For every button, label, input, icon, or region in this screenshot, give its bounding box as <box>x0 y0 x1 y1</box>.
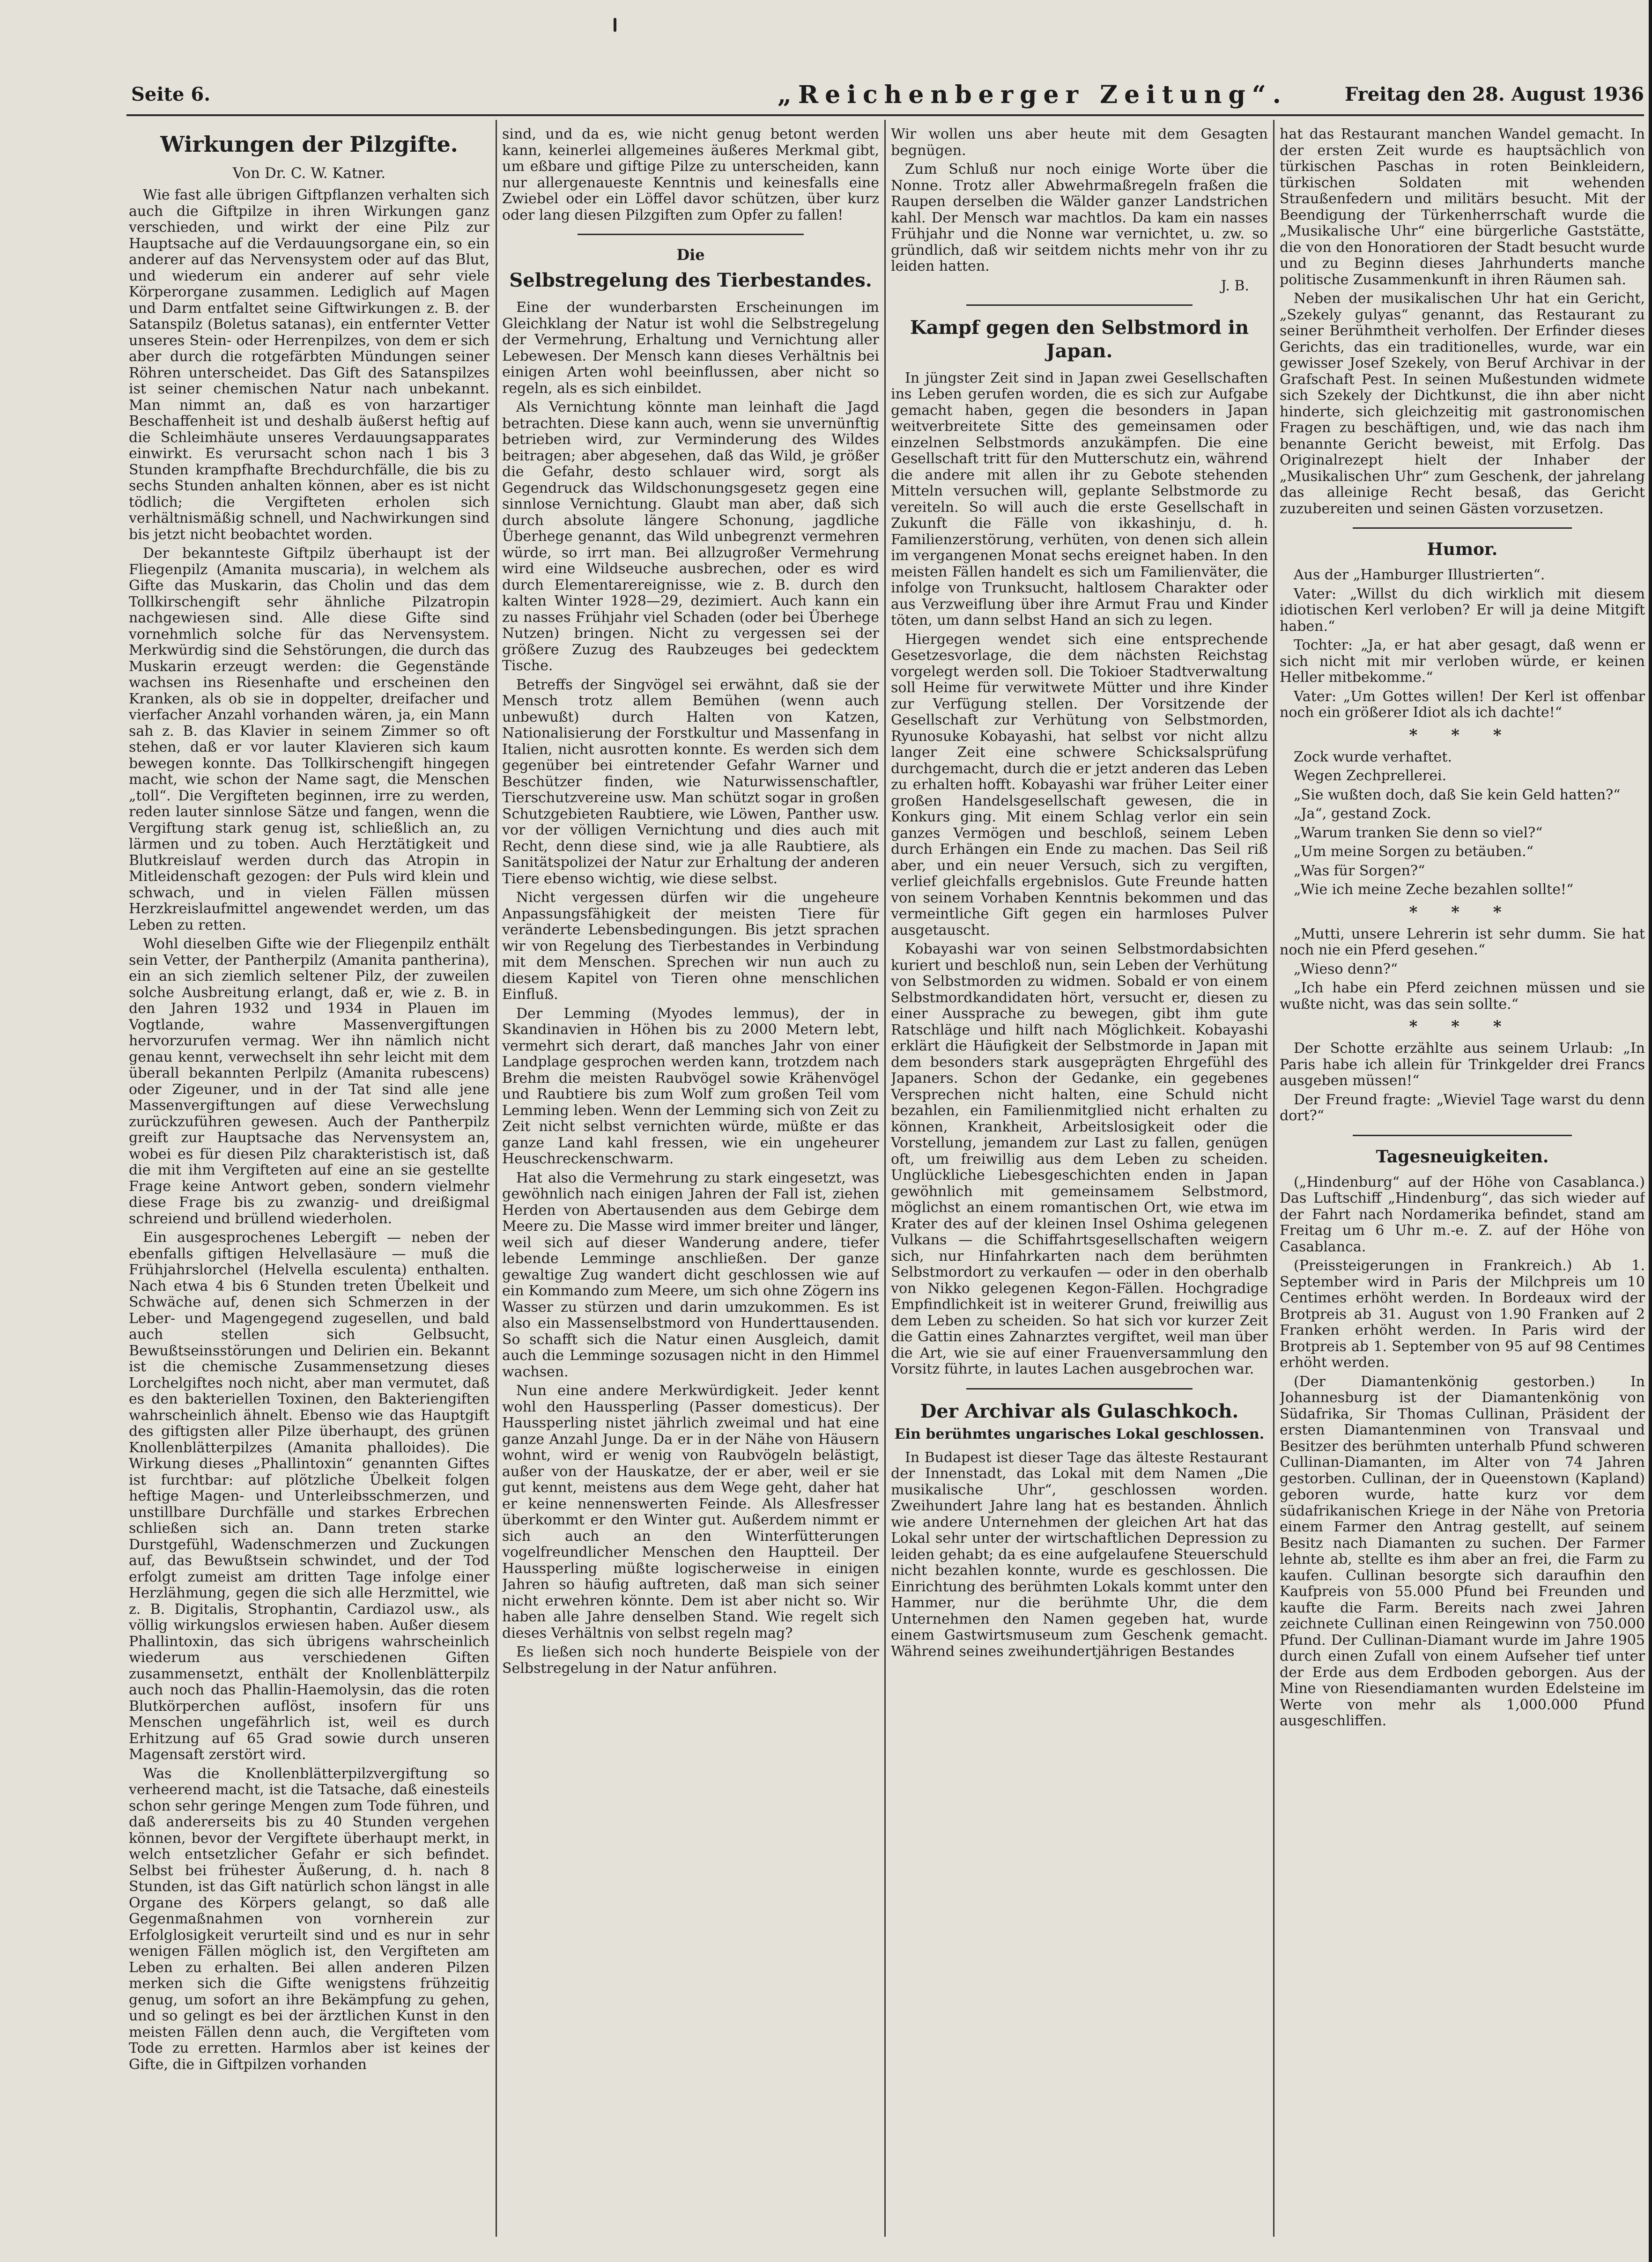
issue-date: Freitag den 28. August 1936 <box>1344 83 1644 105</box>
article-paragraph: Zum Schluß nur noch einige Worte über die Nonne. Trotz aller Abwehrmaßregeln fraßen die Raupen derselben die Wälder ganzer Landstrichen kahl. Der Mensch war machtlos. Da kam ein nasses Frühjahr und die Nonne war vernichtet, u. zw. so gründlich, daß wir seitdem nichts mehr von ihr zu leiden hatten. <box>891 161 1268 274</box>
humor-line: „Mutti, unsere Lehrerin ist sehr dumm. Sie hat noch nie ein Pferd gesehen.“ <box>1280 925 1645 958</box>
article-title: Wirkungen der Pilzgifte. <box>160 132 458 157</box>
humor-line: Vater: „Willst du dich wirklich mit diesem idiotischen Kerl verloben? Er will ja deine Mitgift haben.“ <box>1280 585 1645 635</box>
article-continuation: Wir wollen uns aber heute mit dem Gesagten begnügen. <box>891 126 1268 159</box>
humor-line: „Wieso denn?“ <box>1294 961 1398 977</box>
article-paragraph: Es ließen sich noch hunderte Beispiele von der Selbstregelung in der Natur anführen. <box>502 1644 879 1677</box>
article-paragraph: Ein ausgesprochenes Lebergift — neben der ebenfalls giftigen Helvellasäure — muß die Frühjahrslorchel (Helvella esculenta) enthalten. Nach etwa 4 bis 6 Stunden treten Übelkeit und Schwäche auf, denen sich Schmerzen in der Leber- und Magengegend zugesellen, und bald auch stellen sich Gelbsucht, Bewußtseinsstörungen und Delirien ein. Bekannt ist die chemische Zusammensetzung dieses Lorchelgiftes noch nicht, aber man vermutet, daß es den bakteriellen Toxinen, den Bakteriengiften wahrscheinlich ähnelt. Ebenso wie das Hauptgift des giftigsten aller Pilze überhaupt, des grünen Knollenblätterpilzes (Amanita phalloides). Die Wirkung dieses „Phallintoxin“ genannten Giftes ist furchtbar: auf plötzliche Übelkeit folgen heftige Magen- und Unterleibsschmerzen, und unstillbare Durchfälle und starkes Erbrechen schließen sich an. Dann treten starke Durstgefühl, Wadenschmerzen und Zuckungen auf, das Bewußtsein schwindet, und der Tod erfolgt zumeist am dritten Tage infolge einer Herzlähmung, gegen die sich alle Herzmittel, wie z. B. Digitalis, Strophantin, Cardiazol usw., als völlig wirkungslos erwiesen haben. Außer diesem Phallintoxin, das sich übrigens wahrscheinlich wiederum aus verschiedenen Giften zusammensetzt, enthält der Knollenblätterpilz auch noch das Phallin-Haemolysin, das die roten Blutkörperchen auflöst, insofern für uns Menschen ungefährlich ist, weil es durch Erhitzung auf 65 Grad sowie durch unseren Magensaft zerstört wird. <box>129 1229 489 1763</box>
article-paragraph: In Budapest ist dieser Tage das älteste Restaurant der Innenstadt, das Lokal mit dem Namen „Die musikalische Uhr“, geschlossen worden. Zweihundert Jahre lang hat es bestanden. Ähnlich wie andere Unternehmen der gleichen Art hat das Lokal sehr unter der wirtschaftlichen Depression zu leiden gehabt; da es eine aufgelaufene Steuerschuld nicht bezahlen konnte, wurde es geschlossen. Die Einrichtung des berühmten Lokals kommt unter den Hammer, nur die berühmte Uhr, die dem Unternehmen den Namen gegeben hat, wurde einem Gastwirtsmuseum zum Geschenk gemacht. Während seines zweihundertjährigen Bestandes <box>891 1449 1268 1660</box>
article-paragraph: Hat also die Vermehrung zu stark eingesetzt, was gewöhnlich nach einigen Jahren der Fall ist, ziehen Herden von Abertausenden aus dem Gebirge dem Meere zu. Die Masse wird immer breiter und länger, weil sich auf dieser Wanderung andere, tiefer lebende Lemminge anschließen. Der ganze gewaltige Zug wandert dicht geschlossen wie auf ein Kommando zum Meere, um sich ohne Zögern ins Wasser zu stürzen und darin umzukommen. Es ist also ein Massenselbstmord von Hunderttausenden. So schafft sich die Natur einen Ausgleich, damit auch die Lemminge sozusagen nicht in den Himmel wachsen. <box>502 1169 879 1380</box>
article-subtitle: Ein berühmtes ungarisches Lokal geschlossen. <box>894 1426 1265 1442</box>
news-item: („Hindenburg“ auf der Höhe von Casablanca.) Das Luftschiff „Hindenburg“, das sich wieder auf der Fahrt nach Nordamerika befindet, stand am Freitag um 6 Uhr m.-e. Z. auf der Höhe von Casablanca. <box>1280 1174 1645 1255</box>
article-continuation: sind, und da es, wie nicht genug betont werden kann, keinerlei allgemeines äußeres Merkmal gibt, um eßbare und giftige Pilze zu unterscheiden, kann nur allergenaueste Kenntnis und keinesfalls eine Zwiebel oder ein Löffel davor schützen, über kurz oder lang diesen Pilzgiften zum Opfer zu fallen! <box>502 126 879 223</box>
humor-line: Tochter: „Ja, er hat aber gesagt, daß wenn er sich nicht mit mir verloben würde, er keinen Heller mitbekomme.“ <box>1280 637 1645 686</box>
article-paragraph: Nicht vergessen dürfen wir die ungeheure Anpassungsfähigkeit der meisten Tiere für veränderte Lebensbedingungen. Bis jetzt sprachen wir von Regelung des Tierbestandes in Verbindung mit dem Menschen. Sprechen wir nun auch zu diesem Kapitel von Tieren ohne menschlichen Einfluß. <box>502 889 879 1003</box>
news-item: (Der Diamantenkönig gestorben.) In Johannesburg ist der Diamantenkönig von Südafrika, Sir Thomas Cullinan, Präsident der ersten Diamantenminen von Transvaal und Besitzer des berühmten unterhalb Pfund schweren Cullinan-Diamanten, im Alter von 74 Jahren gestorben. Cullinan, der in Queenstown (Kapland) geboren wurde, hatte kurz vor dem südafrikanischen Kriege in der Nähe von Pretoria einem Farmer den Antrag gestellt, auf seinem Besitz nach Diamanten zu suchen. Der Farmer lehnte ab, stellte es ihm aber an frei, die Farm zu kaufen. Cullinan besorgte sich daraufhin den Kaufpreis von 55.000 Pfund bei Freunden und kaufte die Farm. Bereits nach zwei Jahren zeichnete Cullinan einen Reingewinn von 750.000 Pfund. Der Cullinan-Diamant wurde im Jahre 1905 durch einen Zufall von einem Aufseher tief unter der Erde aus dem Erdboden geborgen. Aus der Mine von Riesendiamanten wurden Edelsteine im Werte von mehr als 1,000.000 Pfund ausgeschliffen. <box>1280 1373 1645 1729</box>
margin-mark <box>614 18 616 32</box>
humor-line: „Warum tranken Sie denn so viel?“ <box>1294 824 1543 841</box>
article-paragraph: Wie fast alle übrigen Giftpflanzen verhalten sich auch die Giftpilze in ihren Wirkungen ganz verschieden, und wirkt der eine Pilz zur Hauptsache auf die Verdauungsorgane ein, so ein anderer auf das Nervensystem oder auf das Blut, und wiederum ein anderer auf sehr viele Körperorgane zusammen. Lediglich auf Magen und Darm entfaltet seine Giftwirkungen z. B. der Satanspilz (Boletus satanas), ein entfernter Vetter unseres Stein- oder Herrenpilzes, von dem er sich aber durch die rotgefärbten Mündungen seiner Röhren unterscheidet. Das Gift des Satanspilzes ist seiner chemischen Natur nach unbekannt. Man nimmt an, daß es von harzartiger Beschaffenheit ist und deshalb äußerst heftig auf die Schleimhäute unseres Verdauungsapparates einwirkt. Es verursacht schon nach 1 bis 3 Stunden krampfhafte Brechdurchfälle, die bis zu sechs Stunden anhalten können, aber es ist nicht tödlich; die Vergifteten erholen sich verhältnismäßig schnell, und Nachwirkungen sind bis jetzt nicht beobachtet worden. <box>129 187 489 543</box>
humor-line: „Was für Sorgen?“ <box>1294 862 1425 879</box>
article-paragraph: Als Vernichtung könnte man leinhaft die Jagd betrachten. Diese kann auch, wenn sie unvernünftig betrieben wird, zur Verminderung des Wildes beitragen; aber abgesehen, daß das Wild, je größer die Gefahr, desto schlauer wird, sorgt als Gegendruck das Wildschonungsgesetz gegen eine sinnlose Vernichtung. Glaubt man aber, daß sich durch absolute längere Schonung, jagdliche Überhege genannt, das Wild unbegrenzt vermehren würde, so irrt man. Bei allzugroßer Vermehrung wird eine Wildseuche ausbrechen, oder es wird durch Elementarereignisse, wie z. B. durch den kalten Winter 1928—29, dezimiert. Auch kann ein zu nasses Frühjahr viel Schaden (oder bei Überhege Nutzen) bringen. Nicht zu vergessen sei der größere Zuzug des Raubzeuges bei gedecktem Tische. <box>502 399 879 674</box>
column-1 <box>129 126 489 2243</box>
page-header <box>126 81 1644 110</box>
page-number: Seite 6. <box>131 83 211 105</box>
article-separator <box>1353 527 1572 529</box>
article-continuation: hat das Restaurant manchen Wandel gemacht. In der ersten Zeit wurde es hauptsächlich von türkischen Paschas in roten Beinkleidern, türkischen Soldaten mit wehenden Straußenfedern und militärs besucht. Mit der Beendigung der Türkenherrschaft wurde die „Musikalische Uhr“ eine bürgerliche Gaststätte, die von den Honoratioren der Stadt besucht wurde und zu Beginn dieses Jahrhunderts manche politische Zusammenkunft in ihren Räumen sah. <box>1280 126 1645 288</box>
separator-stars: * * * <box>1409 1017 1516 1036</box>
article-signature: J. B. <box>1221 277 1249 294</box>
humor-line: „Ich habe ein Pferd zeichnen müssen und sie wußte nicht, was das sein sollte.“ <box>1280 980 1645 1013</box>
article-paragraph: In jüngster Zeit sind in Japan zwei Gesellschaften ins Leben gerufen worden, die es sich zur Aufgabe gemacht haben, gegen die besonders in Japan weitverbreitete Sitte des gemeinsamen oder einzelnen Selbstmords anzukämpfen. Die eine Gesellschaft tritt für den Mutterschutz ein, während die andere mit allen ihr zu Gebote stehenden Mitteln versuchen will, geplante Selbstmorde zu vereiteln. So will auch die erste Gesellschaft in Zukunft die Fälle von ikkashinju, d. h. Familienzerstörung, verhüten, von denen sich allein im vergangenen Monat sechs ereignet haben. In den meisten Fällen handelt es sich um Familienväter, die infolge von Trunksucht, haltlosem Charakter oder aus Verzweiflung über ihre Armut Frau und Kinder töten, um dann selbst Hand an sich zu legen. <box>891 370 1268 628</box>
article-paragraph: Nun eine andere Merkwürdigkeit. Jeder kennt wohl den Haussperling (Passer domesticus). Der Haussperling nistet jährlich zweimal und hat eine ganze Anzahl Junge. Da er in der Nähe von Häusern wohnt, wird er wenig von Raubvögeln belästigt, außer von der Hauskatze, der er aber, weil er sie gut kennt, meistens aus dem Wege geht, daher hat er keine nennenswerten Feinde. Als Allesfresser überkommt er den Winter gut. Außerdem nimmt er sich auch an den Winterfütterungen vogelfreundlicher Menschen den Hauptteil. Der Haussperling müßte logischerweise in einigen Jahren so häufig auftreten, daß man sich seiner nicht erwehren könnte. Dem ist aber nicht so. Wir haben alle Jahre denselben Stand. Wie regelt sich dieses Verhältnis von selbst regeln mag? <box>502 1382 879 1641</box>
article-title: Kampf gegen den Selbstmord in Japan. <box>910 316 1249 362</box>
article-paragraph: Eine der wunderbarsten Erscheinungen im Gleichklang der Natur ist wohl die Selbstregelung der Vermehrung, Erhaltung und Vernichtung aller Lebewesen. Der Mensch kann dieses Verhältnis bei einigen Arten wohl beeinflussen, aber nicht so regeln, als es sich einbildet. <box>502 299 879 397</box>
column-divider <box>496 120 497 2237</box>
article-paragraph: Was die Knollenblätterpilzvergiftung so verheerend macht, ist die Tatsache, daß einesteils schon sehr geringe Mengen zum Tode führen, und daß andererseits bis zu 40 Stunden vergehen können, bevor der Vergiftete überhaupt merkt, in welch entsetzlicher Gefahr er sich befindet. Selbst bei frühester Äußerung, d. h. nach 8 Stunden, ist das Gift natürlich schon längst in alle Organe des Körpers gelangt, so daß alle Gegenmaßnahmen von vornherein zur Erfolglosigkeit verurteilt sind und es nur in sehr wenigen Fällen möglich ist, den Vergifteten am Leben zu erhalten. Bei allen anderen Pilzen merken sich die Gifte wenigstens frühzeitig genug, um sofort an ihre Bekämpfung zu gehen, und so gelingt es bei der ärztlichen Kunst in den meisten Fällen denn auch, die Vergifteten vom Tode zu erretten. Harmlos aber ist keines der Gifte, die in Giftpilzen vorhanden <box>129 1765 489 2073</box>
article-paragraph: Betreffs der Singvögel sei erwähnt, daß sie der Mensch trotz allem Bemühen (wenn auch unbewußt) durch Halten von Katzen, Nationalisierung der Forstkultur und Massenfang in Italien, nicht ausrotten konnte. Es werden sich dem gegenüber bei eintretender Gefahr Warner und Beschützer finden, wie Naturwissenschaftler, Tierschutzvereine usw. Man schützt sogar in großen Schutzgebieten Raubtiere, wie Löwen, Panther usw. vor der völligen Vernichtung und dies auch mit Recht, denn diese sind, wie ja alle Raubtiere, als Sanitätspolizei der Natur zur Erhaltung der anderen Tiere ebenso wichtig, wie diese selbst. <box>502 676 879 887</box>
article-title: Der Archivar als Gulaschkoch. <box>920 1400 1239 1422</box>
section-title: Tagesneuigkeiten. <box>1376 1146 1549 1167</box>
masthead: „Reichenberger Zeitung“. <box>778 81 1288 109</box>
article-byline: Von Dr. C. W. Katner. <box>232 165 386 182</box>
news-item: (Preissteigerungen in Frankreich.) Ab 1. September wird in Paris der Milchpreis um 10 Centimes erhöht werden. In Bordeaux wird der Brotpreis ab 31. August von 1.90 Franken auf 2 Franken erhöht werden. In Paris wird der Brotpreis ab 1. September von 95 auf 98 Centimes erhöht werden. <box>1280 1257 1645 1371</box>
article-pretitle: Die <box>676 246 705 264</box>
article-paragraph: Hiergegen wendet sich eine entsprechende Gesetzesvorlage, die dem nächsten Reichstag vorgelegt werden soll. Die Tokioer Stadtverwaltung soll Heime für verwitwete Mütter und ihre Kinder zur Verfügung stellen. Der Vorsitzende der Gesellschaft zur Verhütung von Selbstmorden, Ryunosuke Kobayashi, hat selbst vor nicht allzu langer Zeit eine schwere Schicksalsprüfung durchgemacht, durch die er jetzt anderen das Leben zu erhalten hofft. Kobayashi war früher Leiter einer großen Handelsgesellschaft gewesen, die in Konkurs ging. Mit einem Schlag verlor ein sein ganzes Vermögen und beschloß, seinem Leben durch Erhängen ein Ende zu machen. Das Seil riß aber, und ein neuer Versuch, sich zu vergiften, verlief gleichfalls ergebnislos. Gute Freunde hatten von seinem Vorhaben Kenntnis bekommen und das vermeintliche Gift gegen ein harmloses Pulver ausgetauscht. <box>891 631 1268 939</box>
article-separator <box>966 304 1193 306</box>
column-2 <box>502 126 879 2243</box>
article-separator <box>578 234 804 235</box>
humor-source: Aus der „Hamburger Illustrierten“. <box>1294 567 1545 583</box>
humor-line: Der Freund fragte: „Wieviel Tage warst du denn dort?“ <box>1280 1091 1645 1124</box>
header-rule <box>126 114 1644 116</box>
humor-line: „Ja“, gestand Zock. <box>1294 806 1431 822</box>
column-4 <box>1280 126 1645 2243</box>
article-paragraph: Kobayashi war von seinen Selbstmordabsichten kuriert und beschloß nun, sein Leben der Verhütung von Selbstmorden zu widmen. Sobald er von einem Selbstmordkandidaten hört, versucht er, diesen zu einer Aussprache zu bewegen, gibt ihm gute Ratschläge und hilft nach Möglichkeit. Kobayashi erklärt die Häufigkeit der Selbstmorde in Japan mit dem besonders stark ausgeprägten Ehrgefühl des Japaners. Schon der Gedanke, ein gegebenes Versprechen nicht halten, eine Schuld nicht bezahlen, ein Familienmitglied nicht erhalten zu können, Krankheit, Arbeitslosigkeit oder die Vorstellung, jemandem zur Last zu fallen, genügen oft, um freiwillig aus dem Leben zu scheiden. Unglückliche Liebesgeschichten enden in Japan gewöhnlich mit gemeinsamem Selbstmord, möglichst an einem romantischen Ort, wie etwa im Krater des auf der kleinen Insel Oshima gelegenen Vulkans — die Schiffahrtsgesellschaften weigern sich, nur Hinfahrkarten nach dem berühmten Selbstmordort zu verkaufen — oder in den oberhalb von Nikko gelegenen Kegon-Fällen. Hochgradige Empfindlichkeit ist in weiterer Grund, freiwillig aus dem Leben zu scheiden. So hat sich vor kurzer Zeit die Gattin eines Zahnarztes vergiftet, weil man über die Art, wie sie auf einer Frauenversammlung den Vorsitz führte, in lautes Lachen ausgebrochen war. <box>891 941 1268 1377</box>
article-paragraph: Wohl dieselben Gifte wie der Fliegenpilz enthält sein Vetter, der Pantherpilz (Amanita pantherina), ein an sich ziemlich seltener Pilz, der zuweilen solche Ausbreitung erlangt, daß er, wie z. B. in den Jahren 1932 und 1934 in Plauen im Vogtlande, wahre Massenvergiftungen hervorzurufen vermag. Wer ihn nämlich nicht genau kennt, verwechselt ihn sehr leicht mit dem überall bekannten Perlpilz (Amanita rubescens) oder Zigeuner, und in der Tat sind alle jene Massenvergiftungen auf diese Verwechslung zurückzuführen gewesen. Auch der Pantherpilz greift zur Hauptsache das Nervensystem an, wobei es für diesen Pilz charakteristisch ist, daß die mit ihm Vergifteten auf eine an sie gestellte Frage keine Antwort geben, sondern vielmehr diese Frage bis zu zwanzig- und dreißigmal schreiend und brüllend wiederholen. <box>129 936 489 1227</box>
column-divider <box>884 120 886 2237</box>
article-separator <box>966 1388 1193 1390</box>
article-paragraph: Der Lemming (Myodes lemmus), der in Skandinavien in Höhen bis zu 2000 Metern lebt, vermehrt sich derart, daß manches Jahr von einer Landplage gesprochen werden kann, trotzdem nach Brehm die meisten Raubvögel sowie Krähenvögel und Raubtiere bis zum Wolf zum großen Teil vom Lemming leben. Wenn der Lemming sich von Zeit zu Zeit nicht selbst vernichten würde, müßte er das ganze Land kahl fressen, wie ein ungeheurer Heuschreckenschwarm. <box>502 1005 879 1167</box>
column-3 <box>891 126 1268 2243</box>
section-title: Humor. <box>1427 540 1498 559</box>
column-divider <box>1273 120 1274 2237</box>
separator-stars: * * * <box>1409 902 1516 922</box>
article-paragraph: Der bekannteste Giftpilz überhaupt ist der Fliegenpilz (Amanita muscaria), in welchem als Gifte das Muskarin, das Cholin und das dem Tollkirschengift sehr ähnliche Pilzatropin nachgewiesen sind. Alle diese Gifte sind vornehmlich solche für das Nervensystem. Merkwürdig sind die Sehstörungen, die durch das Muskarin erzeugt werden: die Gegenstände wachsen ins Riesenhafte und erscheinen den Kranken, als ob sie in doppelter, dreifacher und vierfacher Anzahl vorhanden wären, ja, ein Mann sah z. B. das Klavier in seinem Zimmer so oft stehen, daß er vor lauter Klavieren sich kaum bewegen konnte. Das Tollkirschengift hingegen macht, wie schon der Name sagt, die Menschen „toll“. Die Vergifteten beginnen, irre zu werden, reden lauter sinnlose Sätze und fangen, wenn die Vergiftung stark genug ist, schließlich an, zu lärmen und zu toben. Auch Herztätigkeit und Blutkreislauf werden durch das Atropin in Mitleidenschaft gezogen: der Puls wird klein und schwach, und in vielen Fällen müssen Herzkreislaufmittel angewendet werden, um das Leben zu retten. <box>129 545 489 933</box>
article-separator <box>1353 1135 1572 1136</box>
humor-line: „Wie ich meine Zeche bezahlen sollte!“ <box>1294 881 1574 898</box>
humor-line: „Sie wußten doch, daß Sie kein Geld hatten?“ <box>1294 786 1621 803</box>
humor-line: Der Schotte erzählte aus seinem Urlaub: „In Paris habe ich allein für Trinkgelder drei Francs ausgeben müssen!“ <box>1280 1040 1645 1089</box>
article-title: Selbstregelung des Tierbestandes. <box>509 269 872 291</box>
humor-line: „Um meine Sorgen zu betäuben.“ <box>1294 843 1534 860</box>
article-paragraph: Neben der musikalischen Uhr hat ein Gericht, „Szekely gulyas“ genannt, das Restaurant zu seiner Berühmtheit verholfen. Der Erfinder dieses Gerichts, das ein traditionelles, wurde, war ein gewisser Josef Szekely, von Beruf Archivar in der Grafschaft Pest. In seinen Mußestunden widmete sich Szekely der Dichtkunst, die ihn aber nicht hinderte, sich gleichzeitig mit gastronomischen Fragen zu beschäftigen, und, wie das nach ihm benannte Gericht beweist, mit Erfolg. Das Originalrezept hielt der Inhaber der „Musikalischen Uhr“ zum Geschenk, der jahrelang das alleinige Recht besaß, das Gericht zuzubereiten und seinen Gästen vorzusetzen. <box>1280 290 1645 517</box>
separator-stars: * * * <box>1409 725 1516 745</box>
humor-line: Zock wurde verhaftet. <box>1294 748 1452 765</box>
humor-line: Wegen Zechprellerei. <box>1294 768 1447 784</box>
humor-line: Vater: „Um Gottes willen! Der Kerl ist offenbar noch ein größerer Idiot als ich dachte!“ <box>1280 688 1645 721</box>
